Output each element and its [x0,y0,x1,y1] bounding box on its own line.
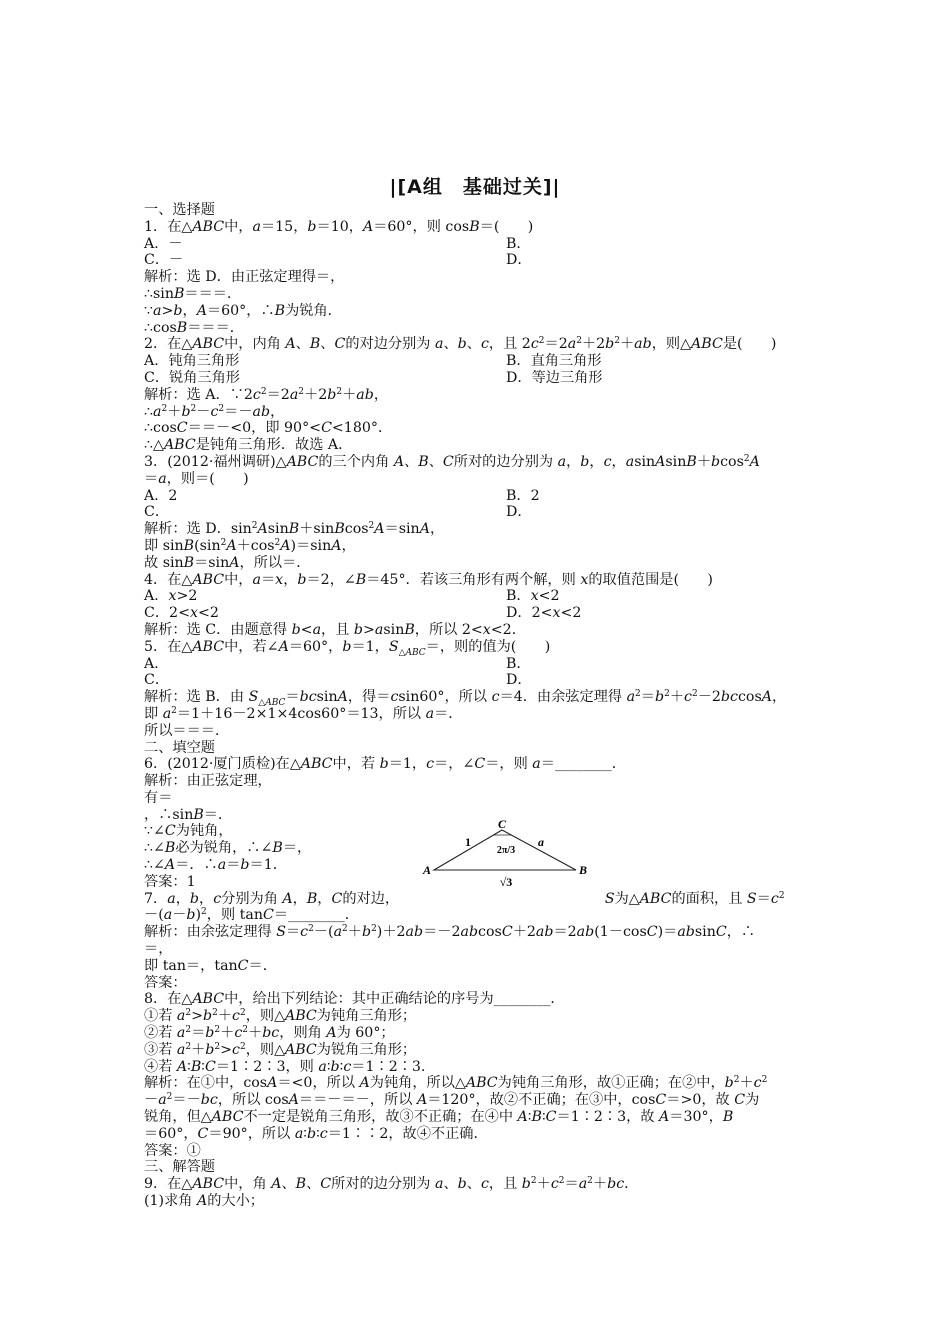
triangle-diagram [420,818,590,890]
title-text: A组 基础过关 [407,176,543,198]
text-line: ＝60°，C＝90°，所以 a∶b∶c＝1∶∶2，故④不正确． [144,1125,488,1142]
option-left: C．－ [144,252,184,269]
option-left: C．2<x<2 [144,605,219,622]
option-left: C． [144,672,170,689]
option-left: C． [144,504,170,521]
text-line [144,672,814,689]
text-line: 故 sinB＝sinA，所以＝． [144,554,311,571]
text-line: $-a^2=-bc$，所以 cosA＝＝－＝－，所以 A＝120°，故②不正确；在③中，cosC＝>0，故 C为 [144,1092,760,1109]
text-line: 有＝ [144,789,173,806]
option-left: C．锐角三角形 [144,369,240,386]
option-right: D．等边三角形 [506,369,603,386]
text-line: ＝a，则＝( ) [144,470,249,487]
option-right: B． [506,235,531,252]
title-bracket-left: |[ [389,176,408,198]
text-line: ③若 $a^2+b^2>c^2$，则△ABC为锐角三角形； [144,1041,417,1058]
option-right: D． [506,252,532,269]
text-line: 二、填空题 [144,739,215,756]
option-right: B．2 [506,487,540,504]
text-line: 解析：选 B．由 $S_{\triangle ABC}=bcsinA$，得＝csin60°，所以 c＝4．由余弦定理得 $a^2=b^2+c^2-2bccosA$， [144,689,787,708]
text-line: 所以＝＝＝． [144,722,230,739]
vertex-b-label: B [579,863,588,877]
text-line: ④若 A∶B∶C＝1∶2∶3，则 a∶b∶c＝1∶2∶3． [144,1058,436,1075]
text-line [144,588,814,605]
text-line: $\therefore a^2+b^2-c^2=-ab$， [144,403,285,420]
text-line: 解析：选 D．$\sin^2AsinB+sinBcos^2A=\sin A$， [144,521,445,538]
option-right: D． [506,504,532,521]
side-ab-label: √3 [499,875,513,889]
option-right: B．x<2 [506,588,560,605]
angle-c-label: 2π/3 [496,845,516,856]
text-line: ∴∠B必为锐角，∴∠B＝， [144,840,312,857]
text-line: 答案： [144,974,187,991]
text-line: 解析：在①中，cosA＝<0，所以 A为钝角，所以△ABC为钝角三角形，故①正确；在②中，$b^2+c^2$ [144,1075,768,1092]
option-right: D． [506,672,532,689]
text-line [144,353,814,370]
text-line: 1．在△ABC中，a＝15，b＝10，A＝60°，则 cosB＝( ) [144,218,534,235]
text-line: ②若 $a^2=b^2+c^2+bc$，则角 A为 60°； [144,1025,395,1042]
text-line [144,252,814,269]
text-line: 答案：1 [144,873,196,890]
text-line: 解析：由正弦定理， [144,773,272,790]
text-line: 即 $\sin B(\sin^2A+\cos^2A)=\sin A$， [144,537,356,554]
text-line: 9．在△ABC中，角 A、B、C所对的边分别为 a、b、c，且 $b^2+c^2=a^2+bc$． [144,1176,639,1193]
text-line [144,488,814,505]
text-line: ∴sinB＝＝＝． [144,285,242,302]
text-line [144,605,814,622]
text-line [144,370,814,387]
side-cb-label: a [538,835,544,849]
document-body [144,202,814,1210]
text-line: 6．(2012·厦门质检)在△ABC中，若 b＝1，c＝，∠C＝，则 a＝________． [144,756,626,773]
text-line: ①若 $a^2>b^2+c^2$，则△ABC为钝角三角形； [144,1008,417,1025]
option-left: A．2 [144,487,178,504]
text-line: $-(a-b)^2$，则 tanC＝________． [144,907,359,924]
option-left: A．钝角三角形 [144,353,240,370]
vertex-c-label: C [497,817,507,831]
option-left: A．－ [144,235,183,252]
side-ac-label: 1 [465,835,471,849]
text-line: 解析：由余弦定理得 $S=c^2-(a^2+b^2)+2ab=-2abcosC+2ab=2ab(1-\cos C)=absinC$，∴ [144,924,756,941]
text-line: 7．a，b，c分别为角 A，B，C的对边， S为△ABC的面积，且 $S=c^2$ [144,890,785,907]
text-line: ∴cosB＝＝＝． [144,319,244,336]
text-line: (1)求角 A的大小； [144,1193,264,1210]
text-line: 8．在△ABC中，给出下列结论：其中正确结论的序号为________． [144,991,565,1008]
text-line: ∴△ABC是钝角三角形．故选 A． [144,437,353,454]
text-line: 解析：选 C．由题意得 b<a，且 b>asinB，所以 2<x<2． [144,621,526,638]
text-line: 即 $a^2=1+16-2\times 1\times 4\cos 60^\circ=13$，所以 a＝． [144,705,463,722]
section-title [0,172,950,199]
text-line [144,656,814,673]
text-line [144,236,814,253]
text-line: ∵∠C为钝角， [144,823,233,840]
text-line: ∴cosC＝＝－<0，即 90°<C<180°． [144,420,393,437]
text-line: ，∴sinB＝． [144,806,233,823]
text-line: 即 tan＝，tanC＝． [144,957,277,974]
text-line: 三、解答题 [144,1159,215,1176]
text-line: 解析：选 D．由正弦定理得＝， [144,269,345,286]
text-line: ∴∠A＝．∴a＝b＝1． [144,857,287,874]
option-right: D．2<x<2 [506,605,582,622]
option-right: B．直角三角形 [506,353,602,370]
text-line: 3．(2012·福州调研)△ABC的三个内角 A、B、C所对的边分别为 a，b，c，asinAsinB＋bcos$^2$A [144,453,760,470]
text-line: 2．在△ABC中，内角 A、B、C的对边分别为 a、b、c，且 $2c^2=2a^2+2b^2+ab$，则△ABC是( ) [144,336,777,353]
text-line [144,504,814,521]
text-line: ＝， [144,941,173,958]
text-line: ∵a>b，A＝60°，∴B为锐角． [144,302,342,319]
option-right: B． [506,655,531,672]
triangle-figure [420,818,590,890]
text-line: 答案：① [144,1142,201,1159]
text-line: 一、选择题 [144,202,215,218]
text-line: 4．在△ABC中，a＝x，b＝2，∠B＝45°．若该三角形有两个解，则 x的取值范围是( ) [144,571,713,588]
vertex-a-label: A [423,863,432,877]
title-bracket-right: ]| [542,176,561,198]
text-line: 解析：选 A．$\because 2c^2=2a^2+2b^2+ab$， [144,386,389,403]
text-line: 5．在△ABC中，若∠A＝60°，b＝1，$S_{\triangle ABC}=$，则的值为( ) [144,638,551,658]
option-left: A．x>2 [144,588,198,605]
option-left: A． [144,655,169,672]
text-line: 锐角，但△ABC不一定是锐角三角形，故③不正确；在④中 A∶B∶C＝1∶2∶3，故 A＝30°，B [144,1109,734,1126]
